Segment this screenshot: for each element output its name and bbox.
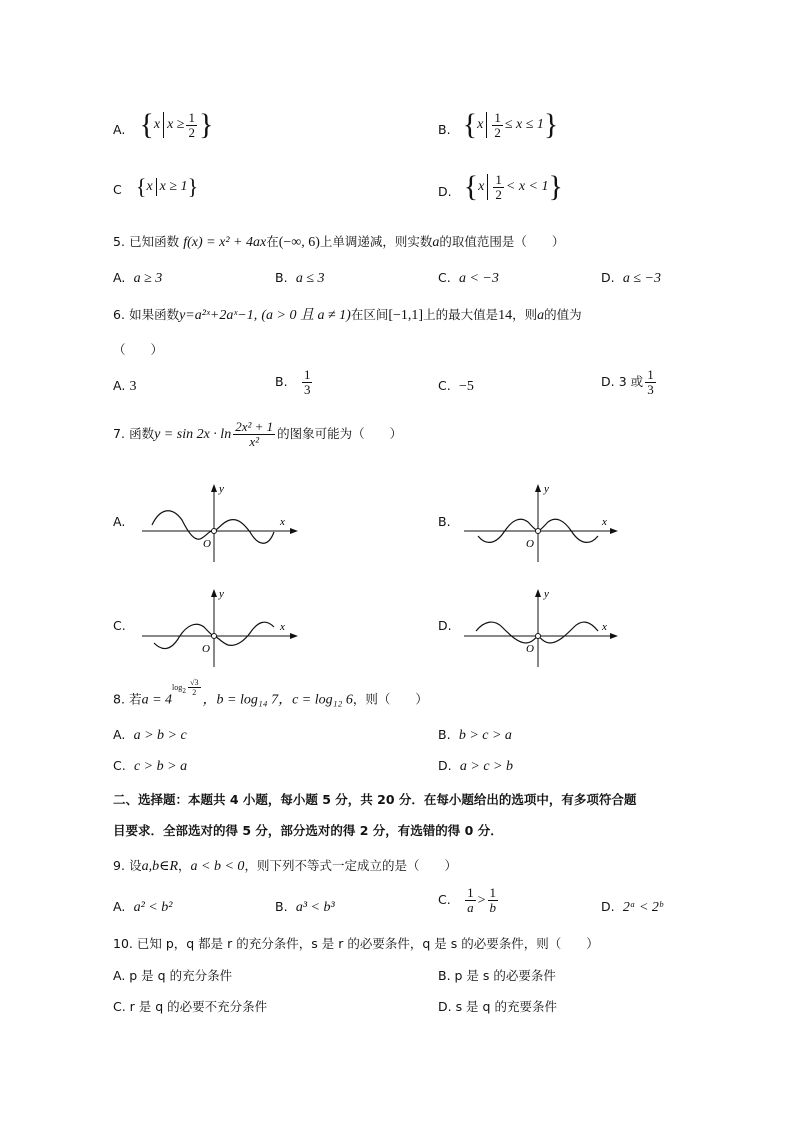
q6-option-d: D. 3 或 $\frac{1}{3}$ [601,367,654,397]
q7-graph-c [140,585,300,670]
q6-paren: （ ） [113,342,164,357]
q9-option-a: A. a² < b² [113,899,173,915]
q9-option-d: D. 2ᵃ < 2ᵇ [601,899,663,915]
q9-stem: 9. 设a,b∈R，a < b < 0，则下列不等式一定成立的是（ ） [113,858,457,874]
q7-graph-b [462,480,622,565]
q8-option-b: B. b > c > a [438,727,512,743]
svg-text:x: x [602,621,607,633]
q9-option-b: B. a³ < b³ [275,899,335,915]
q5-option-d: D. a ≤ −3 [601,270,662,286]
q8-option-a: A. a > b > c [113,727,187,743]
q5-option-b: B. a ≤ 3 [275,270,325,286]
svg-text:x: x [280,516,285,528]
svg-text:y: y [219,483,224,495]
q10-option-c: C. r 是 q 的必要不充分条件 [113,999,268,1014]
q4-option-b: B. { x $\frac{1}{2}$ ≤ x ≤ 1 } [438,108,559,141]
q7-graph-d-label: D. [438,618,452,633]
q4-option-a: A. { x x ≥ $\frac{1}{2}$ } [113,108,214,141]
q8-stem: 8. 若$a = 4^{log_2 \frac{√3}{2}}$ ，b = log₁₄ 7，c = log₁₂ 6，则（ ） [113,678,428,708]
svg-text:y: y [544,483,549,495]
svg-text:O: O [526,643,534,655]
svg-text:O: O [526,538,534,550]
q5-stem: 5. 已知函数 f(x) = x² + 4ax在(−∞, 6)上单调递减，则实数a的取值范围是（ ） [113,234,565,250]
q10-option-b: B. p 是 s 的必要条件 [438,968,556,983]
svg-text:y: y [544,588,549,600]
q7-graph-d [462,585,622,670]
q4-option-c: C { x x ≥ 1 } [113,174,199,199]
q9-option-c: C. $\frac{1}{a}$ > $\frac{1}{b}$ [438,885,497,915]
q8-option-d: D. a > c > b [438,758,513,774]
q5-option-c: C. a < −3 [438,270,499,286]
q6-option-a: A. 3 [113,378,137,394]
q7-graph-a-label: A. [113,514,126,529]
q4-option-d: D. { x $\frac{1}{2}$ < x < 1 } [438,170,563,203]
q6-option-b: B. $\frac{1}{3}$ [275,367,311,397]
q10-option-a: A. p 是 q 的充分条件 [113,968,233,983]
svg-text:O: O [202,643,210,655]
q5-option-a: A. a ≥ 3 [113,270,163,286]
q6-option-c: C. −5 [438,378,474,394]
svg-text:x: x [280,621,285,633]
svg-text:x: x [602,516,607,528]
section2-heading-line1: 二、选择题：本题共 4 小题，每小题 5 分，共 20 分．在每小题给出的选项中，有多项符合题 [113,792,637,807]
section2-heading-line2: 目要求．全部选对的得 5 分，部分选对的得 2 分，有选错的得 0 分． [113,823,503,838]
q10-stem: 10. 已知 p，q 都是 r 的充分条件，s 是 r 的必要条件，q 是 s 的必要条件，则（ ） [113,936,599,951]
q7-graph-a [140,480,300,565]
q7-stem: 7. 函数y = sin 2x · ln $\frac{\text{2x² + 1}}{\text{x²}}$ 的图象可能为（ ） [113,419,403,449]
q8-option-c: C. c > b > a [113,758,188,774]
svg-text:y: y [219,588,224,600]
q6-stem: 6. 如果函数y=a²ˣ+2aˣ−1, (a > 0 且 a ≠ 1)在区间[−1,1]上的最大值是14，则a的值为 [113,307,582,323]
q7-graph-c-label: C. [113,618,126,633]
q10-option-d: D. s 是 q 的充要条件 [438,999,557,1014]
svg-text:O: O [203,538,211,550]
q7-graph-b-label: B. [438,514,451,529]
